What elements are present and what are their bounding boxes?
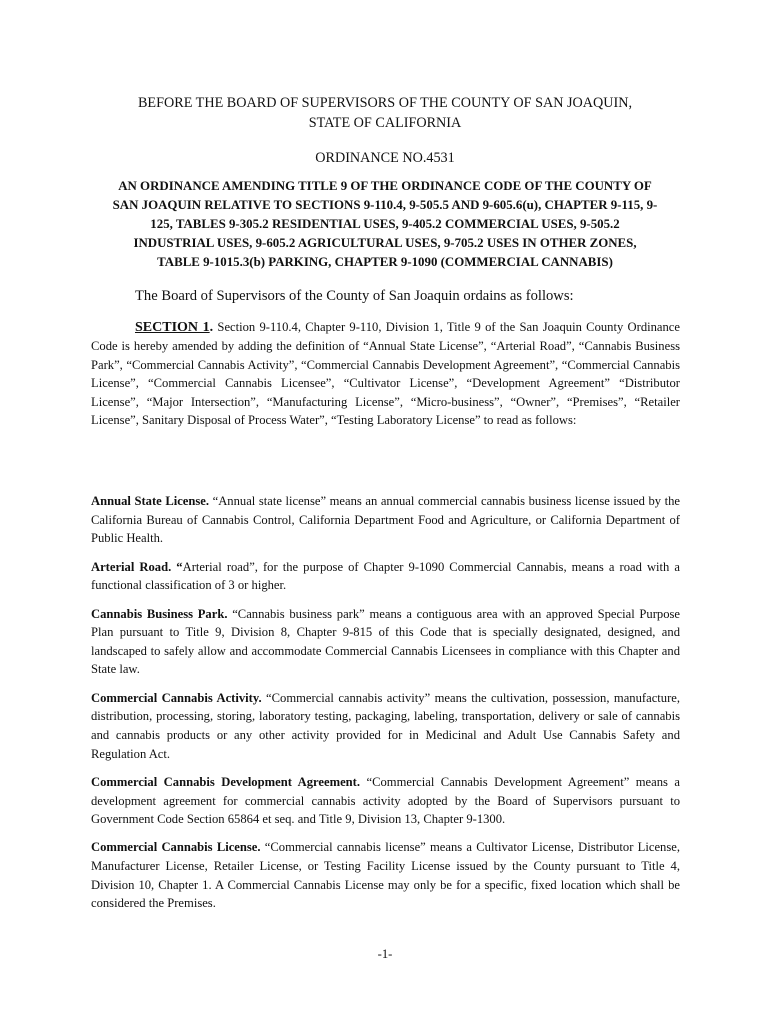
title-line: SAN JOAQUIN RELATIVE TO SECTIONS 9-110.4, 9-505.5 AND 9-605.6(u), CHAPTER 9-115, 9- [112,198,658,212]
section-1-body: Section 9-110.4, Chapter 9-110, Division 1, Title 9 of the San Joaquin County Ordinance Code is hereby amended by adding the definition of “Annual State License”, “Arterial Road”, “Cannabis Business Park”, “Commercial Cannabis Activity”, “Commercial Cannabis Development Agreement”, “Commercial Cannabis License”, “Commercial Cannabis Licensee”, “Cultivator License”, “Development Agreement” “Distributor License”, “Major Intersection”, “Manufacturing License”, “Micro-business”, “Owner”, “Premises”, “Retailer License”, Sanitary Disposal of Process Water”, “Testing Laboratory License” to read as follows: [91,320,680,428]
definition-term: Commercial Cannabis License. [91,840,261,855]
definition-text: “Annual state license” means an annual commercial cannabis business license issued by the California Bureau of Cannabis Control, California Department Food and Agriculture, or California Department of Public Health. [91,494,680,546]
board-heading-line1: BEFORE THE BOARD OF SUPERVISORS OF THE COUNTY OF SAN JOAQUIN, [137,95,633,111]
definition-arterial-road [91,558,680,595]
definitions-list [91,492,680,923]
ordinance-title [88,177,682,272]
section-1-label-period: . [209,320,214,335]
board-heading-line2: STATE OF CALIFORNIA [308,115,462,131]
definition-annual-state-license [91,492,680,548]
definition-term: Annual State License. [91,494,210,508]
definition-commercial-cannabis-license [91,838,680,912]
ordains-statement: The Board of Supervisors of the County of San Joaquin ordains as follows: [135,288,574,304]
title-line: TABLE 9-1015.3(b) PARKING, CHAPTER 9-1090 (COMMERCIAL CANNABIS) [157,255,613,269]
definition-term: Arterial Road. “ [91,559,183,574]
definition-text: “Commercial cannabis license” means a Cultivator License, Distributor License, Manufacturer License, Retailer License, or Testing Facility License issued by the County pursuant to Title 4, Division 10, Chapter 1. A Commercial Cannabis License may only be for a specific, fixed location which shall be considered the Premises. [91,840,680,911]
definition-text: Arterial road”, for the purpose of Chapter 9-1090 Commercial Cannabis, means a road with a functional classification of 3 or higher. [91,559,680,593]
section-1-paragraph [91,318,680,429]
ordinance-number: ORDINANCE NO.4531 [315,150,455,166]
definition-text: “Commercial Cannabis Development Agreement” means a development agreement for commercial cannabis activity adopted by the Board of Supervisors pursuant to Government Code Section 65864 et seq. and Title 9, Division 13, Chapter 9-1300. [91,774,680,827]
title-line: 125, TABLES 9-305.2 RESIDENTIAL USES, 9-405.2 COMMERCIAL USES, 9-505.2 [150,217,620,231]
definition-text: “Cannabis business park” means a contiguous area with an approved Special Purpose Plan pursuant to Title 9, Division 8, Chapter 9-815 of this Code that is specially designated, designed, and landscaped to safely allow and accommodate Commercial Cannabis Licensees in compliance with this Chapter and State law. [91,606,680,677]
definition-term: Commercial Cannabis Development Agreement. [91,774,361,789]
title-line: AN ORDINANCE AMENDING TITLE 9 OF THE ORDINANCE CODE OF THE COUNTY OF [118,179,652,193]
title-line: INDUSTRIAL USES, 9-605.2 AGRICULTURAL USES, 9-705.2 USES IN OTHER ZONES, [133,236,637,250]
definition-commercial-cannabis-activity [91,689,680,763]
definition-commercial-cannabis-development-agreement [91,773,680,829]
definition-term: Commercial Cannabis Activity. [91,690,262,705]
definition-text: “Commercial cannabis activity” means the cultivation, possession, manufacture, distribution, processing, storing, laboratory testing, packaging, labeling, transportation, delivery or sale of cannabis and cannabis products or any other activity provided for in Medicinal and Adult Use Cannabis Safety and Regulation Act. [91,690,681,761]
page-number: -1- [377,947,393,961]
definition-cannabis-business-park [91,605,680,679]
section-1-label: SECTION 1 [135,320,210,335]
board-heading [80,93,690,133]
definition-term: Cannabis Business Park. [91,606,228,621]
